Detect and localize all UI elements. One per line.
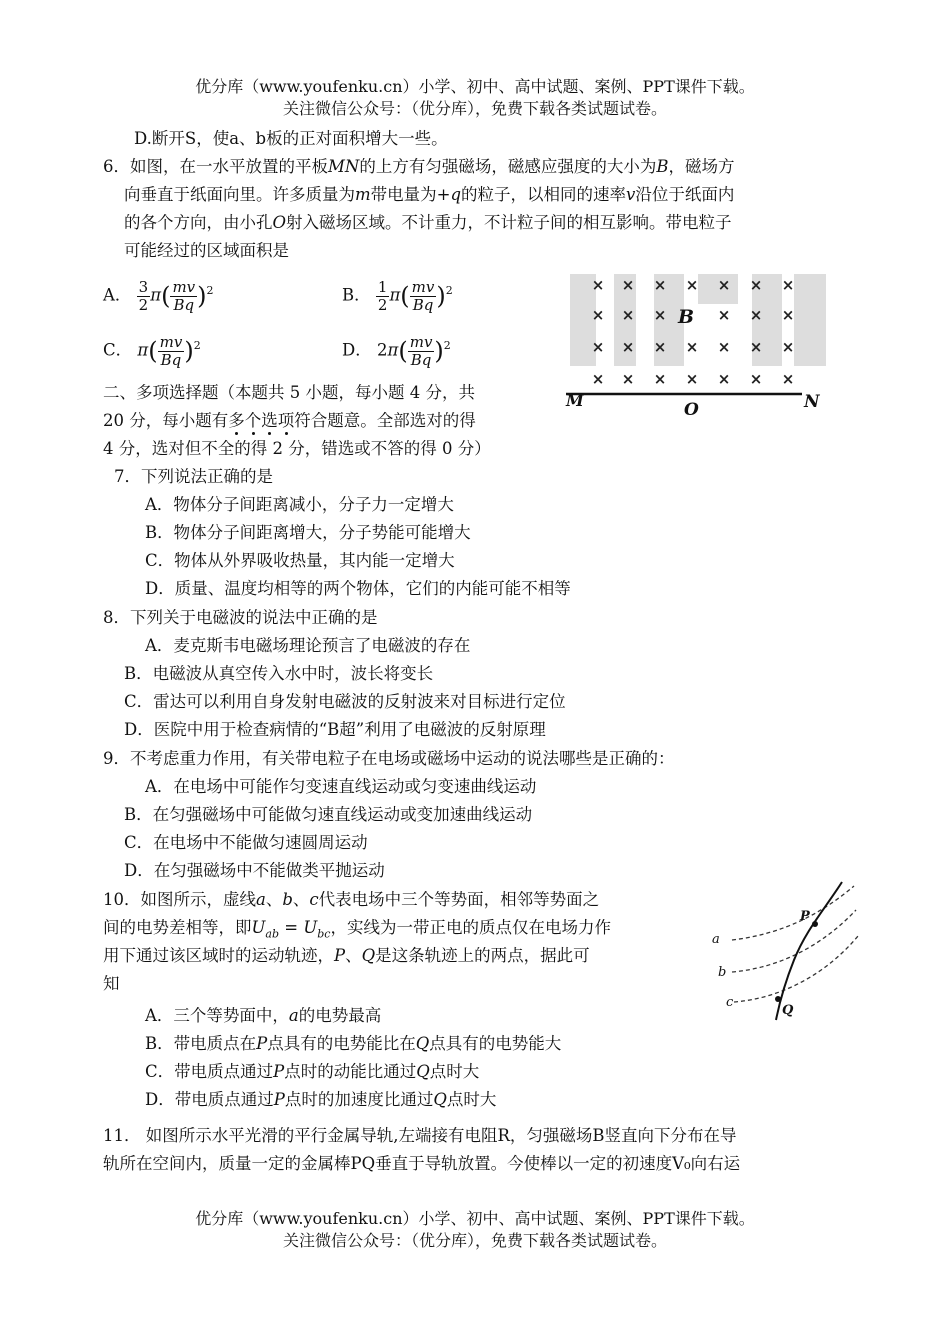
field-cross-mark: × <box>591 338 605 356</box>
q6-option-a: A． $\frac{3}{2}$ π( $\frac{mv}{Bq}$ )$^2$ <box>103 277 214 314</box>
field-cross-mark: × <box>591 370 605 388</box>
q10-stem-line3: 用下通过该区域时的运动轨迹，P、Q是这条轨迹上的两点，据此可 <box>103 946 590 965</box>
point-q <box>775 996 781 1002</box>
section2-line1: 二、多项选择题（本题共 5 小题，每小题 4 分，共 <box>103 383 475 402</box>
field-cross-mark: × <box>591 276 605 294</box>
field-cross-mark: × <box>717 276 731 294</box>
field-cross-mark: × <box>653 306 667 324</box>
q10-option-d: D．带电质点通过P点时的加速度比通过Q点时大 <box>145 1090 497 1109</box>
emphasized-char: 项 <box>277 411 295 430</box>
label-b: B <box>678 306 695 328</box>
field-cross-mark: × <box>781 338 795 356</box>
equipotential-c <box>734 936 858 1002</box>
q8-option-c: C．雷达可以利用自身发射电磁波的反射波来对目标进行定位 <box>124 692 566 711</box>
section2-line2: 20 分，每小题有多个选项符合题意。全部选对的得 <box>103 411 476 430</box>
label-c: c <box>726 995 734 1010</box>
field-cross-mark: × <box>621 370 635 388</box>
field-cross-mark: × <box>781 276 795 294</box>
q6-option-b: B． $\frac{1}{2}$ π( $\frac{mv}{Bq}$ )$^2$ <box>342 277 453 314</box>
q8-option-d: D．医院中用于检查病情的“B超”利用了电磁波的反射原理 <box>124 720 546 739</box>
q11-line1: 11． 如图所示水平光滑的平行金属导轨,左端接有电阻R，匀强磁场B竖直向下分布在导 <box>103 1126 737 1145</box>
q6-option-d: D． 2π( $\frac{mv}{Bq}$ )$^2$ <box>342 332 451 369</box>
q9-option-d: D．在匀强磁场中不能做类平抛运动 <box>124 861 385 880</box>
q6-option-c: C． π( $\frac{mv}{Bq}$ )$^2$ <box>103 332 201 369</box>
q8-option-b: B．电磁波从真空传入水中时，波长将变长 <box>124 664 434 683</box>
q9-stem: 9．不考虑重力作用，有关带电粒子在电场或磁场中运动的说法哪些是正确的： <box>103 749 675 768</box>
field-cross-mark: × <box>653 276 667 294</box>
field-cross-mark: × <box>717 370 731 388</box>
q5-option-d: D.断开S，使a、b板的正对面积增大一些。 <box>134 129 448 148</box>
field-cross-mark: × <box>621 276 635 294</box>
q8-stem: 8．下列关于电磁波的说法中正确的是 <box>103 608 378 627</box>
q9-option-b: B．在匀强磁场中可能做匀速直线运动或变加速曲线运动 <box>124 805 533 824</box>
field-cross-mark: × <box>685 338 699 356</box>
emphasized-char: 选 <box>261 411 278 430</box>
emphasis-dotted <box>228 411 294 430</box>
field-cross-mark: × <box>653 370 667 388</box>
field-cross-mark: × <box>621 338 635 356</box>
q7-stem: 7．下列说法正确的是 <box>114 467 273 486</box>
q7-option-b: B．物体分子间距离增大，分子势能可能增大 <box>145 523 471 542</box>
field-cross-mark: × <box>717 338 731 356</box>
q9-option-a: A．在电场中可能作匀变速直线运动或匀变速曲线运动 <box>145 777 537 796</box>
field-cross-mark: × <box>749 306 763 324</box>
label-b: b <box>718 965 727 980</box>
q10-option-a: A．三个等势面中，a的电势最高 <box>145 1006 382 1025</box>
page-footer-line1: 优分库（www.youfenku.cn）小学、初中、高中试题、案例、PPT课件下载。 <box>195 1209 755 1228</box>
q6-stem-line3: 的各个方向，由小孔O射入磁场区域。不计重力，不计粒子间的相互影响。带电粒子 <box>124 213 732 232</box>
field-cross-mark: × <box>621 306 635 324</box>
q7-option-c: C．物体从外界吸收热量，其内能一定增大 <box>145 551 455 570</box>
q10-option-c: C．带电质点通过P点时的动能比通过Q点时大 <box>145 1062 480 1081</box>
label-p: P <box>800 909 810 924</box>
point-p <box>812 921 818 927</box>
equipotential-a <box>732 886 854 940</box>
field-cross-mark: × <box>717 306 731 324</box>
field-cross-mark: × <box>685 276 699 294</box>
label-n: N <box>804 392 820 412</box>
field-cross-mark: × <box>781 306 795 324</box>
q11-line2: 轨所在空间内，质量一定的金属棒PQ垂直于导轨放置。今使棒以一定的初速度V₀向右运 <box>103 1154 741 1173</box>
q10-stem-line2: 间的电势差相等，即$U_{ab} = U_{bc}$，实线为一带正电的质点仅在电场力作 <box>103 918 611 941</box>
q7-option-a: A．物体分子间距离减小，分子力一定增大 <box>145 495 454 514</box>
page-header-line1: 优分库（www.youfenku.cn）小学、初中、高中试题、案例、PPT课件下载。 <box>195 77 755 96</box>
label-o: O <box>684 400 699 416</box>
q6-stem-line4: 可能经过的区域面积是 <box>124 241 289 260</box>
label-q: Q <box>782 1003 794 1018</box>
page-footer-line2: 关注微信公众号：（优分库），免费下载各类试题试卷。 <box>282 1231 667 1250</box>
field-cross-mark: × <box>749 370 763 388</box>
q8-option-a: A．麦克斯韦电磁场理论预言了电磁波的存在 <box>145 636 471 655</box>
page-header-line2: 关注微信公众号：（优分库），免费下载各类试题试卷。 <box>282 99 667 118</box>
label-a: a <box>712 932 720 947</box>
q6-stem-line2: 向垂直于纸面向里。许多质量为m带电量为+q的粒子，以相同的速率v沿位于纸面内 <box>124 185 735 204</box>
field-cross-mark: × <box>685 370 699 388</box>
section2-line3: 4 分，选对但不全的得 2 分，错选或不答的得 0 分） <box>103 439 491 458</box>
field-cross-mark: × <box>749 338 763 356</box>
q10-stem-line1: 10．如图所示，虚线a、b、c代表电场中三个等势面，相邻等势面之 <box>103 890 600 909</box>
q9-option-c: C．在电场中不能做匀速圆周运动 <box>124 833 368 852</box>
equipotential-figure <box>704 880 860 1026</box>
label-m: M <box>566 391 584 410</box>
field-cross-mark: × <box>749 276 763 294</box>
q6-stem-line1: 6．如图，在一水平放置的平板MN的上方有匀强磁场，磁感应强度的大小为B，磁场方 <box>103 157 735 176</box>
q10-stem-line4: 知 <box>103 974 120 993</box>
emphasized-char: 多 <box>228 411 245 430</box>
q10-option-b: B．带电质点在P点具有的电势能比在Q点具有的电势能大 <box>145 1034 562 1053</box>
field-cross-mark: × <box>781 370 795 388</box>
magnetic-field-figure <box>562 268 834 416</box>
q7-option-d: D．质量、温度均相等的两个物体，它们的内能可能不相等 <box>145 579 571 598</box>
field-cross-mark: × <box>653 338 667 356</box>
field-cross-mark: × <box>591 306 605 324</box>
emphasized-char: 个 <box>244 411 262 430</box>
